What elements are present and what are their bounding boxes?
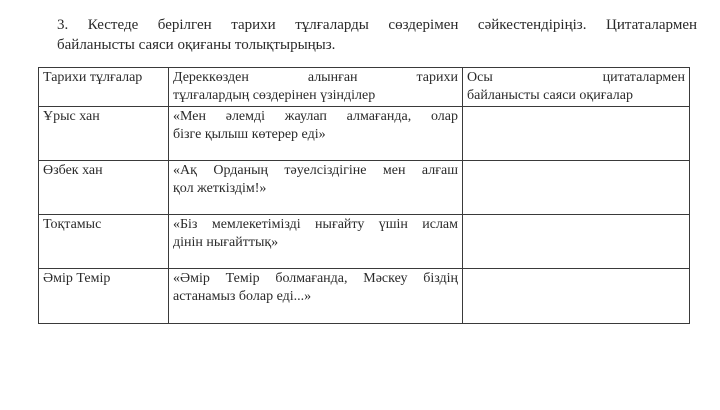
figure-cell: Ұрыс хан [39,107,169,161]
figure-cell: Өзбек хан [39,161,169,215]
header-quotes-line-1: Дереккөзден алынған тарихи [173,70,458,85]
header-quotes [169,68,463,107]
matching-table [38,67,690,324]
quote-line-1: «Ақ Орданың тәуелсіздігіне мен алғаш [173,163,458,178]
quote-cell [169,215,463,269]
quote-line-2: астанамыз болар еді...» [173,289,312,304]
header-historical-figures: Тарихи тұлғалар [39,68,169,107]
table-row [39,107,690,161]
event-answer-cell[interactable] [463,269,690,324]
header-events-line-1: Осы цитаталармен [467,70,685,85]
table-header-row [39,68,690,107]
table-row [39,215,690,269]
quote-line-2: бізге қылыш көтерер еді» [173,127,326,142]
quote-cell [169,107,463,161]
event-answer-cell[interactable] [463,215,690,269]
figure-cell: Тоқтамыс [39,215,169,269]
quote-cell [169,161,463,215]
quote-cell [169,269,463,324]
quote-line-1: «Әмір Темір болмағанда, Мәскеу біздің [173,271,458,286]
task-instruction [57,15,697,55]
event-answer-cell[interactable] [463,107,690,161]
event-answer-cell[interactable] [463,161,690,215]
quote-line-1: «Мен әлемді жаулап алмағанда, олар [173,109,458,124]
table-row [39,161,690,215]
task-instruction-line-1: 3. Кестеде берілген тарихи тұлғаларды сөздерімен сәйкестендіріңіз. Цитаталармен [57,17,697,33]
quote-line-1: «Біз мемлекетімізді нығайту үшін ислам [173,217,458,232]
quote-line-2: қол жеткіздім!» [173,181,267,196]
table-row [39,269,690,324]
task-instruction-line-2: байланысты саяси оқиғаны толықтырыңыз. [57,37,336,53]
figure-cell: Әмір Темір [39,269,169,324]
quote-line-2: дінін нығайттық» [173,235,279,250]
header-events-line-2: байланысты саяси оқиғалар [467,88,633,103]
header-political-events [463,68,690,107]
header-quotes-line-2: тұлғалардың сөздерінен үзінділер [173,88,376,103]
